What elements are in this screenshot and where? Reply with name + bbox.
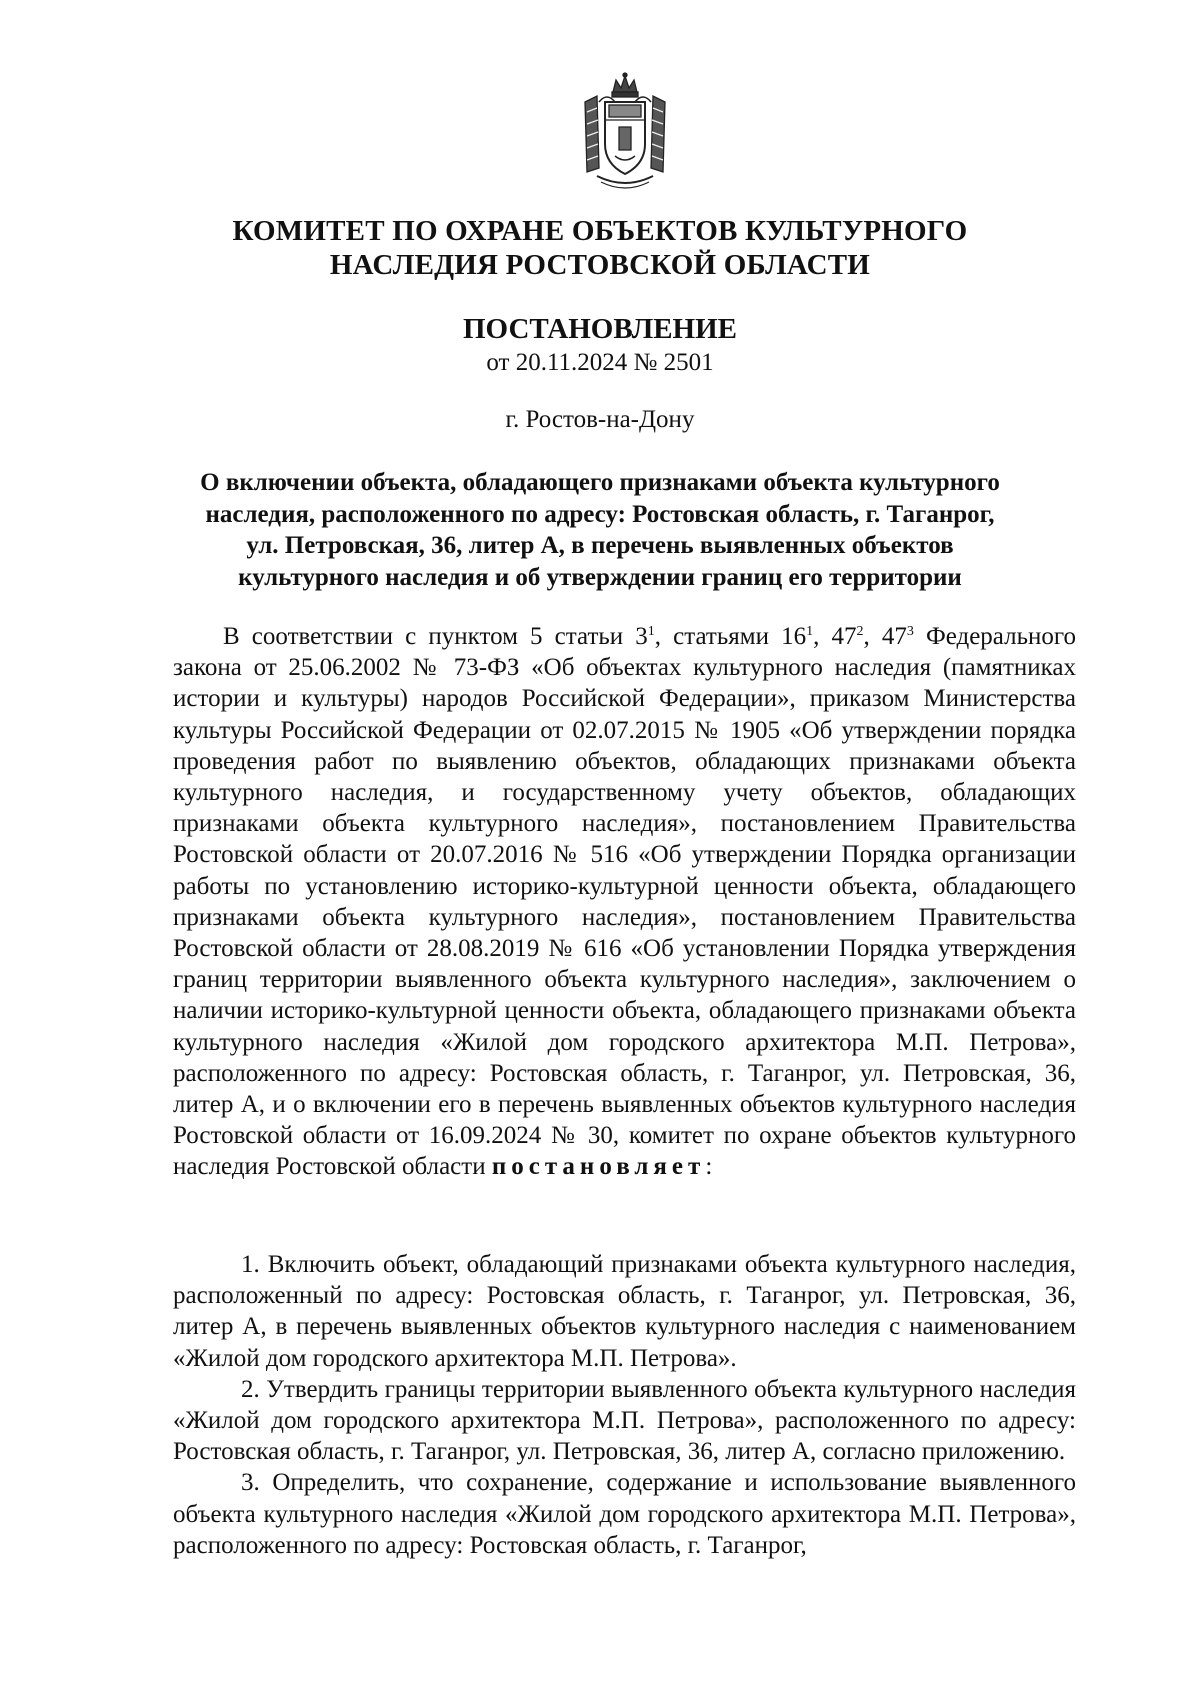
superscript: 3 [906, 624, 914, 639]
preamble-text-1: В соответствии с пунктом 5 статьи 3 [223, 623, 648, 650]
subject-line-2: наследия, расположенного по адресу: Ростовская область, г. Таганрог, [205, 500, 995, 528]
coat-of-arms-icon [575, 72, 675, 194]
preamble-text-3: , 47 [813, 623, 857, 650]
decree-item: 1. Включить объект, обладающий признаками объекта культурного наследия, расположенный по адресу: Ростовская область, г. Таганрог, ул. Петровская, 36, литер А, в перечень выявленных объектов культурного наследия с наименованием «Жилой дом городского архитектора М.П. Петрова». [173, 1251, 1076, 1372]
superscript: 2 [856, 624, 864, 639]
organization-line-2: НАСЛЕДИЯ РОСТОВСКОЙ ОБЛАСТИ [329, 249, 871, 281]
preamble-end: : [705, 1153, 713, 1181]
document-number: от 20.11.2024 № 2501 [486, 349, 714, 376]
organization-line-1: КОМИТЕТ ПО ОХРАНЕ ОБЪЕКТОВ КУЛЬТУРНОГО [232, 215, 968, 247]
decree-word: постановляет [491, 1153, 706, 1181]
document-type: ПОСТАНОВЛЕНИЕ [462, 313, 737, 345]
organization-name [0, 214, 1200, 282]
subject-line-3: ул. Петровская, 36, литер А, в перечень выявленных объектов [246, 532, 954, 559]
decree-item: 2. Утвердить границы территории выявленного объекта культурного наследия «Жилой дом городского архитектора М.П. Петрова», расположенного по адресу: Ростовская область, г. Таганрог, ул. Петровская, 36, литер А, согласно приложению. [173, 1375, 1076, 1466]
preamble [173, 621, 1076, 1183]
preamble-text-5: Федерального закона от 25.06.2002 № 73-ФЗ «Об объектах культурного наследия (памятниках истории и культуры) народов Российской Федерации», приказом Министерства культуры Российской Федерации от 02.07.2015 № 1905 «Об утверждении порядка проведения работ по выявлению объектов, обладающих признаками объекта культурного наследия, и государственному учету объектов, обладающих признаками объекта культурного наследия», постановлением Правительства Ростовской области от 20.07.2016 № 516 «Об утверждении Порядка организации работы по установлению историко-культурной ценности объекта, обладающего признаками объекта культурного наследия», постановлением Правительства Ростовской области от 28.08.2019 № 616 «Об установлении Порядка утверждения границ территории выявленного объекта культурного наследия», заключением о наличии историко-культурной ценности объекта, обладающего признаками объекта культурного наследия «Жилой дом городского архитектора М.П. Петрова», расположенного по адресу: Ростовская область, г. Таганрог, ул. Петровская, 36, литер А, и о включении его в перечень выявленных объектов культурного наследия Ростовской области от 16.09.2024 № 30, комитет по охране объектов культурного наследия Ростовской области [173, 623, 1077, 1181]
preamble-paragraph [173, 621, 1076, 1183]
document-city: г. Ростов-на-Дону [505, 406, 695, 433]
superscript: 1 [806, 624, 814, 639]
decree-item: 3. Определить, что сохранение, содержание и использование выявленного объекта культурного наследия «Жилой дом городского архитектора М.П. Петрова», расположенного по адресу: Ростовская область, г. Таганрог, [173, 1469, 1076, 1559]
subject-line-1: О включении объекта, обладающего признаками объекта культурного [200, 469, 1000, 496]
decree-items [173, 1249, 1076, 1561]
document-subject [0, 467, 1200, 593]
preamble-text-4: , 47 [863, 623, 907, 650]
subject-line-4: культурного наследия и об утверждении границ его территории [238, 563, 962, 591]
preamble-text-2: , статьями 16 [654, 623, 807, 650]
superscript: 1 [647, 624, 655, 639]
